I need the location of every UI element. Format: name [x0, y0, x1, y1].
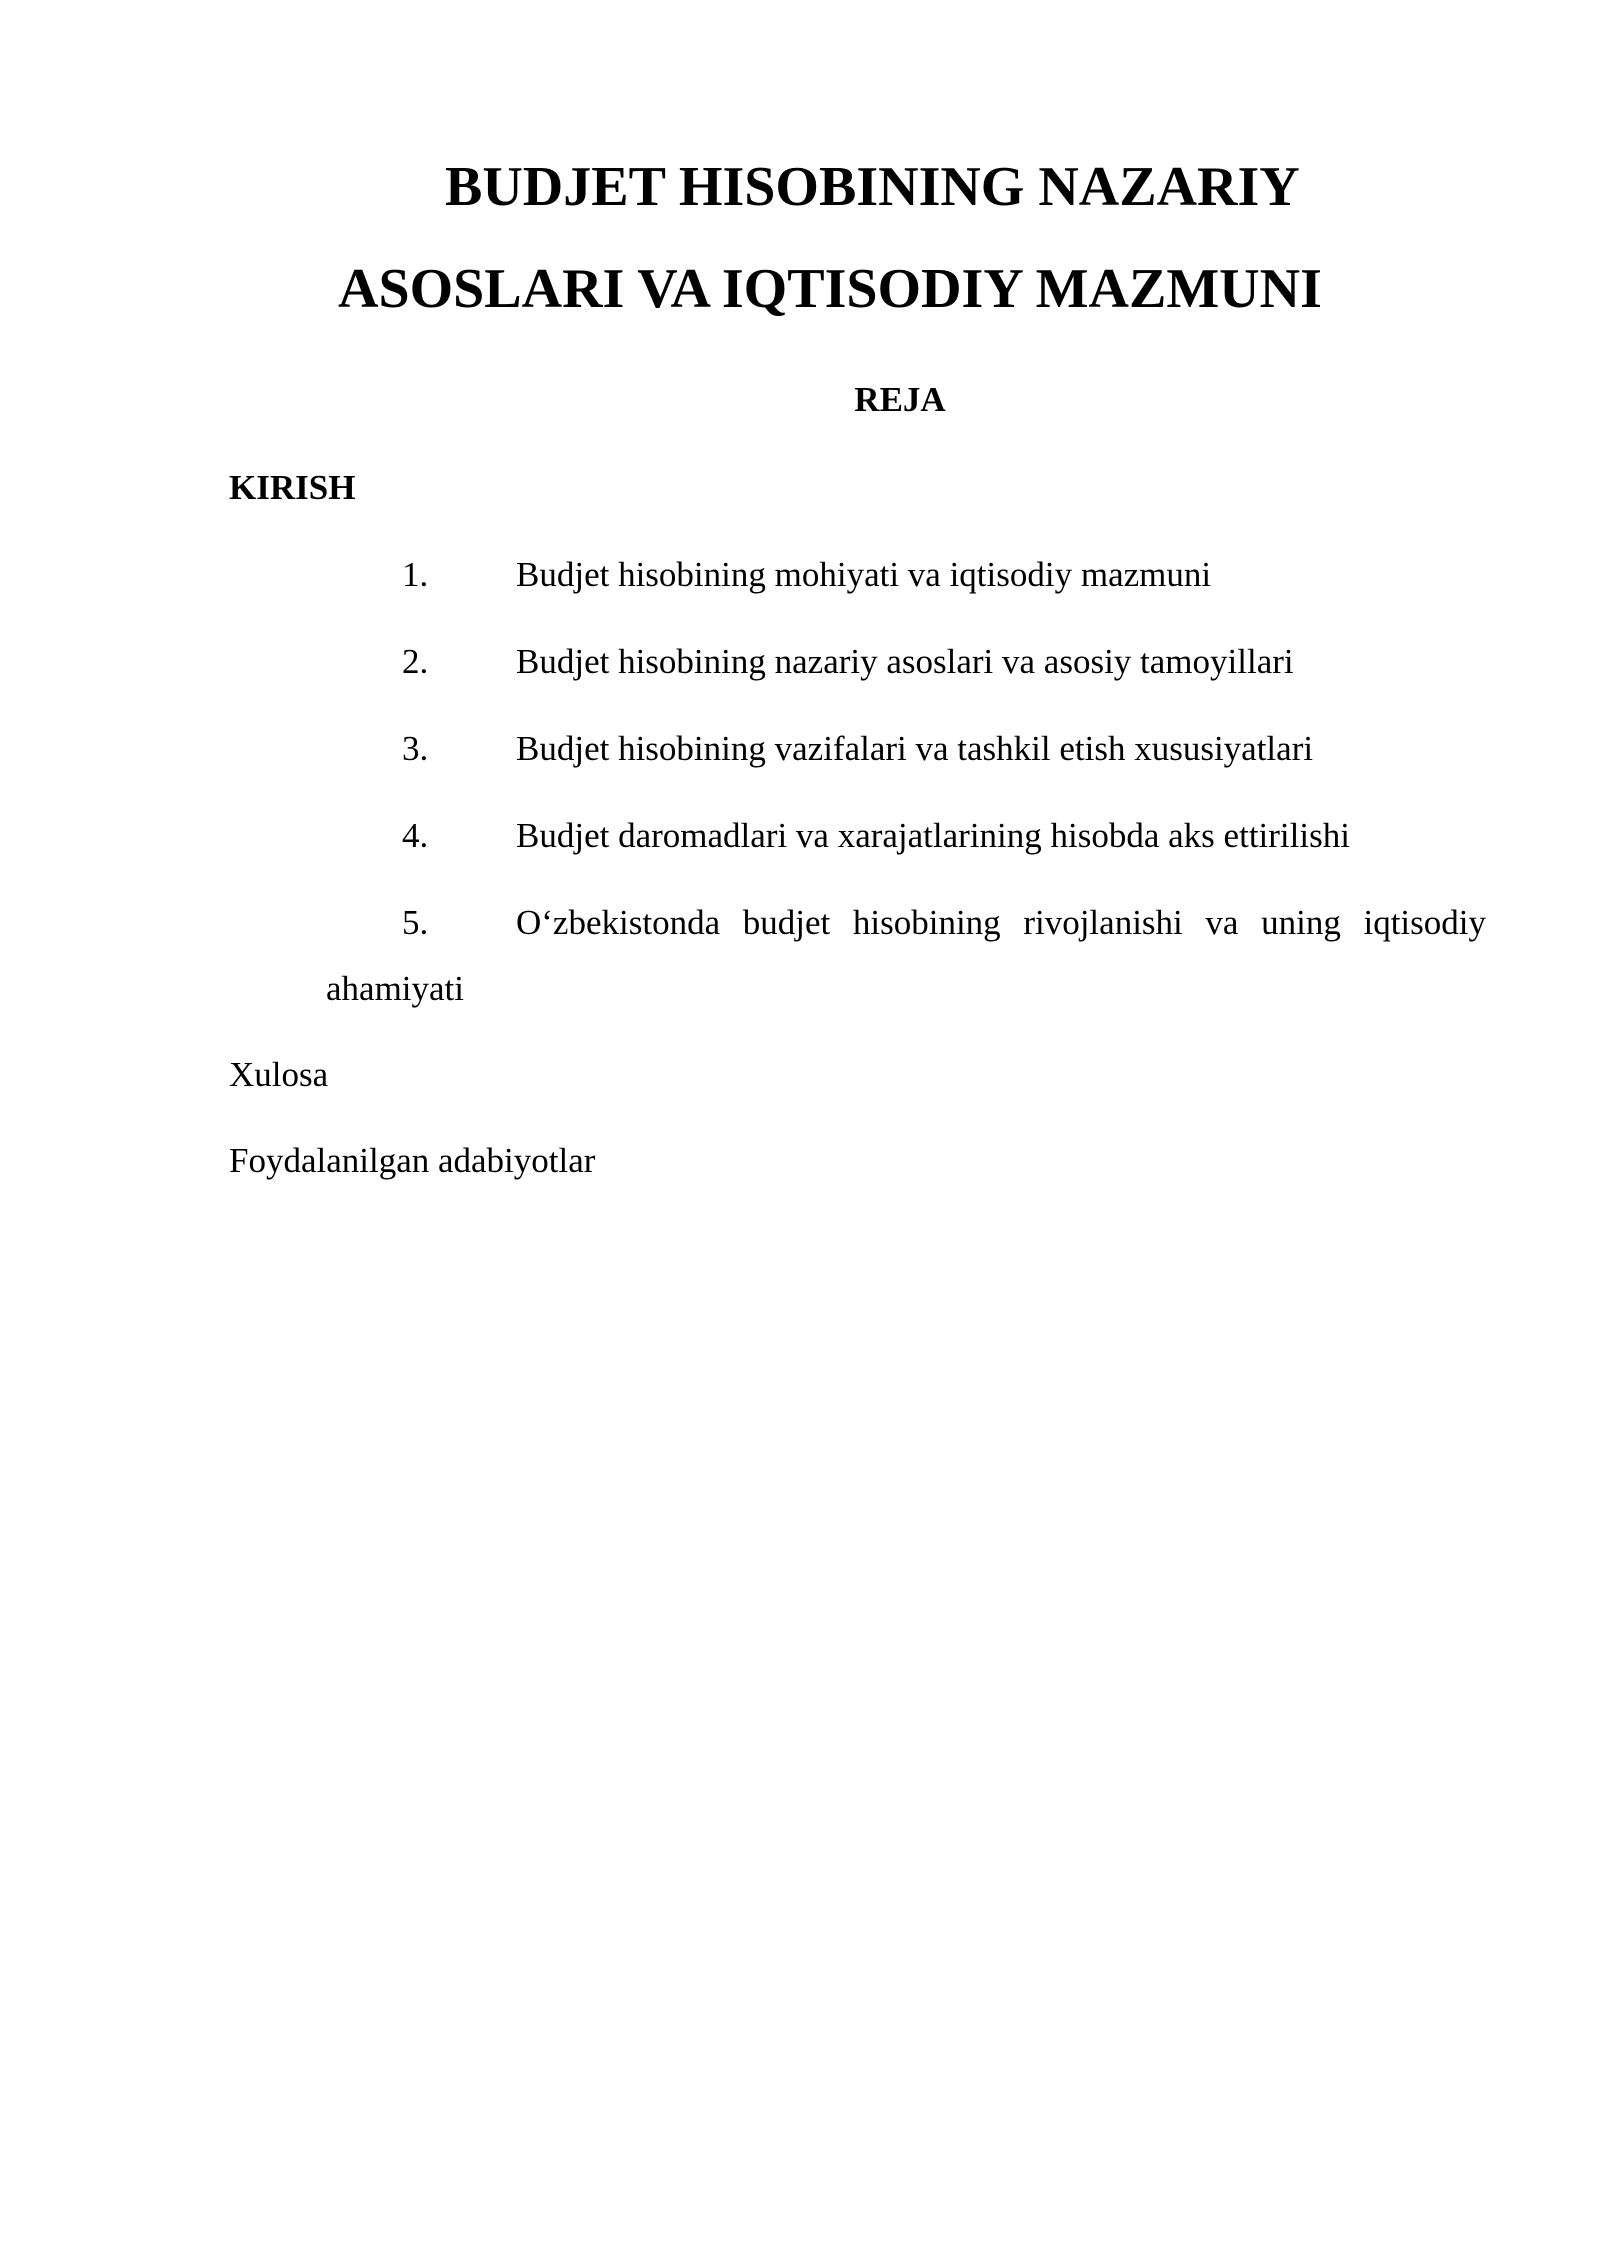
- plan-item-3-number: 3.: [402, 729, 429, 768]
- plan-heading: REJA: [854, 380, 946, 419]
- plan-item-3-text: Budjet hisobining vazifalari va tashkil etish xususiyatlari: [516, 729, 1314, 768]
- plan-item-1-text: Budjet hisobining mohiyati va iqtisodiy mazmuni: [516, 555, 1212, 594]
- plan-item-4-number: 4.: [402, 816, 429, 855]
- conclusion-heading: Xulosa: [229, 1055, 329, 1094]
- plan-item-5-continuation: ahamiyati: [326, 969, 465, 1008]
- plan-item-2-number: 2.: [402, 642, 429, 681]
- intro-heading: KIRISH: [229, 468, 356, 507]
- plan-item-1-number: 1.: [402, 555, 429, 594]
- document-title-line-2: ASOSLARI VA IQTISODIY MAZMUNI: [338, 258, 1322, 320]
- plan-item-5-text: O‘zbekistonda budjet hisobining rivojlanishi va uning iqtisodiy: [516, 903, 1486, 942]
- document-title-line-1: BUDJET HISOBINING NAZARIY: [445, 156, 1300, 218]
- plan-item-2-text: Budjet hisobining nazariy asoslari va asosiy tamoyillari: [516, 642, 1294, 681]
- plan-item-4-text: Budjet daromadlari va xarajatlarining hisobda aks ettirilishi: [516, 816, 1350, 855]
- references-heading: Foydalanilgan adabiyotlar: [229, 1141, 596, 1180]
- plan-item-5-number: 5.: [402, 903, 429, 942]
